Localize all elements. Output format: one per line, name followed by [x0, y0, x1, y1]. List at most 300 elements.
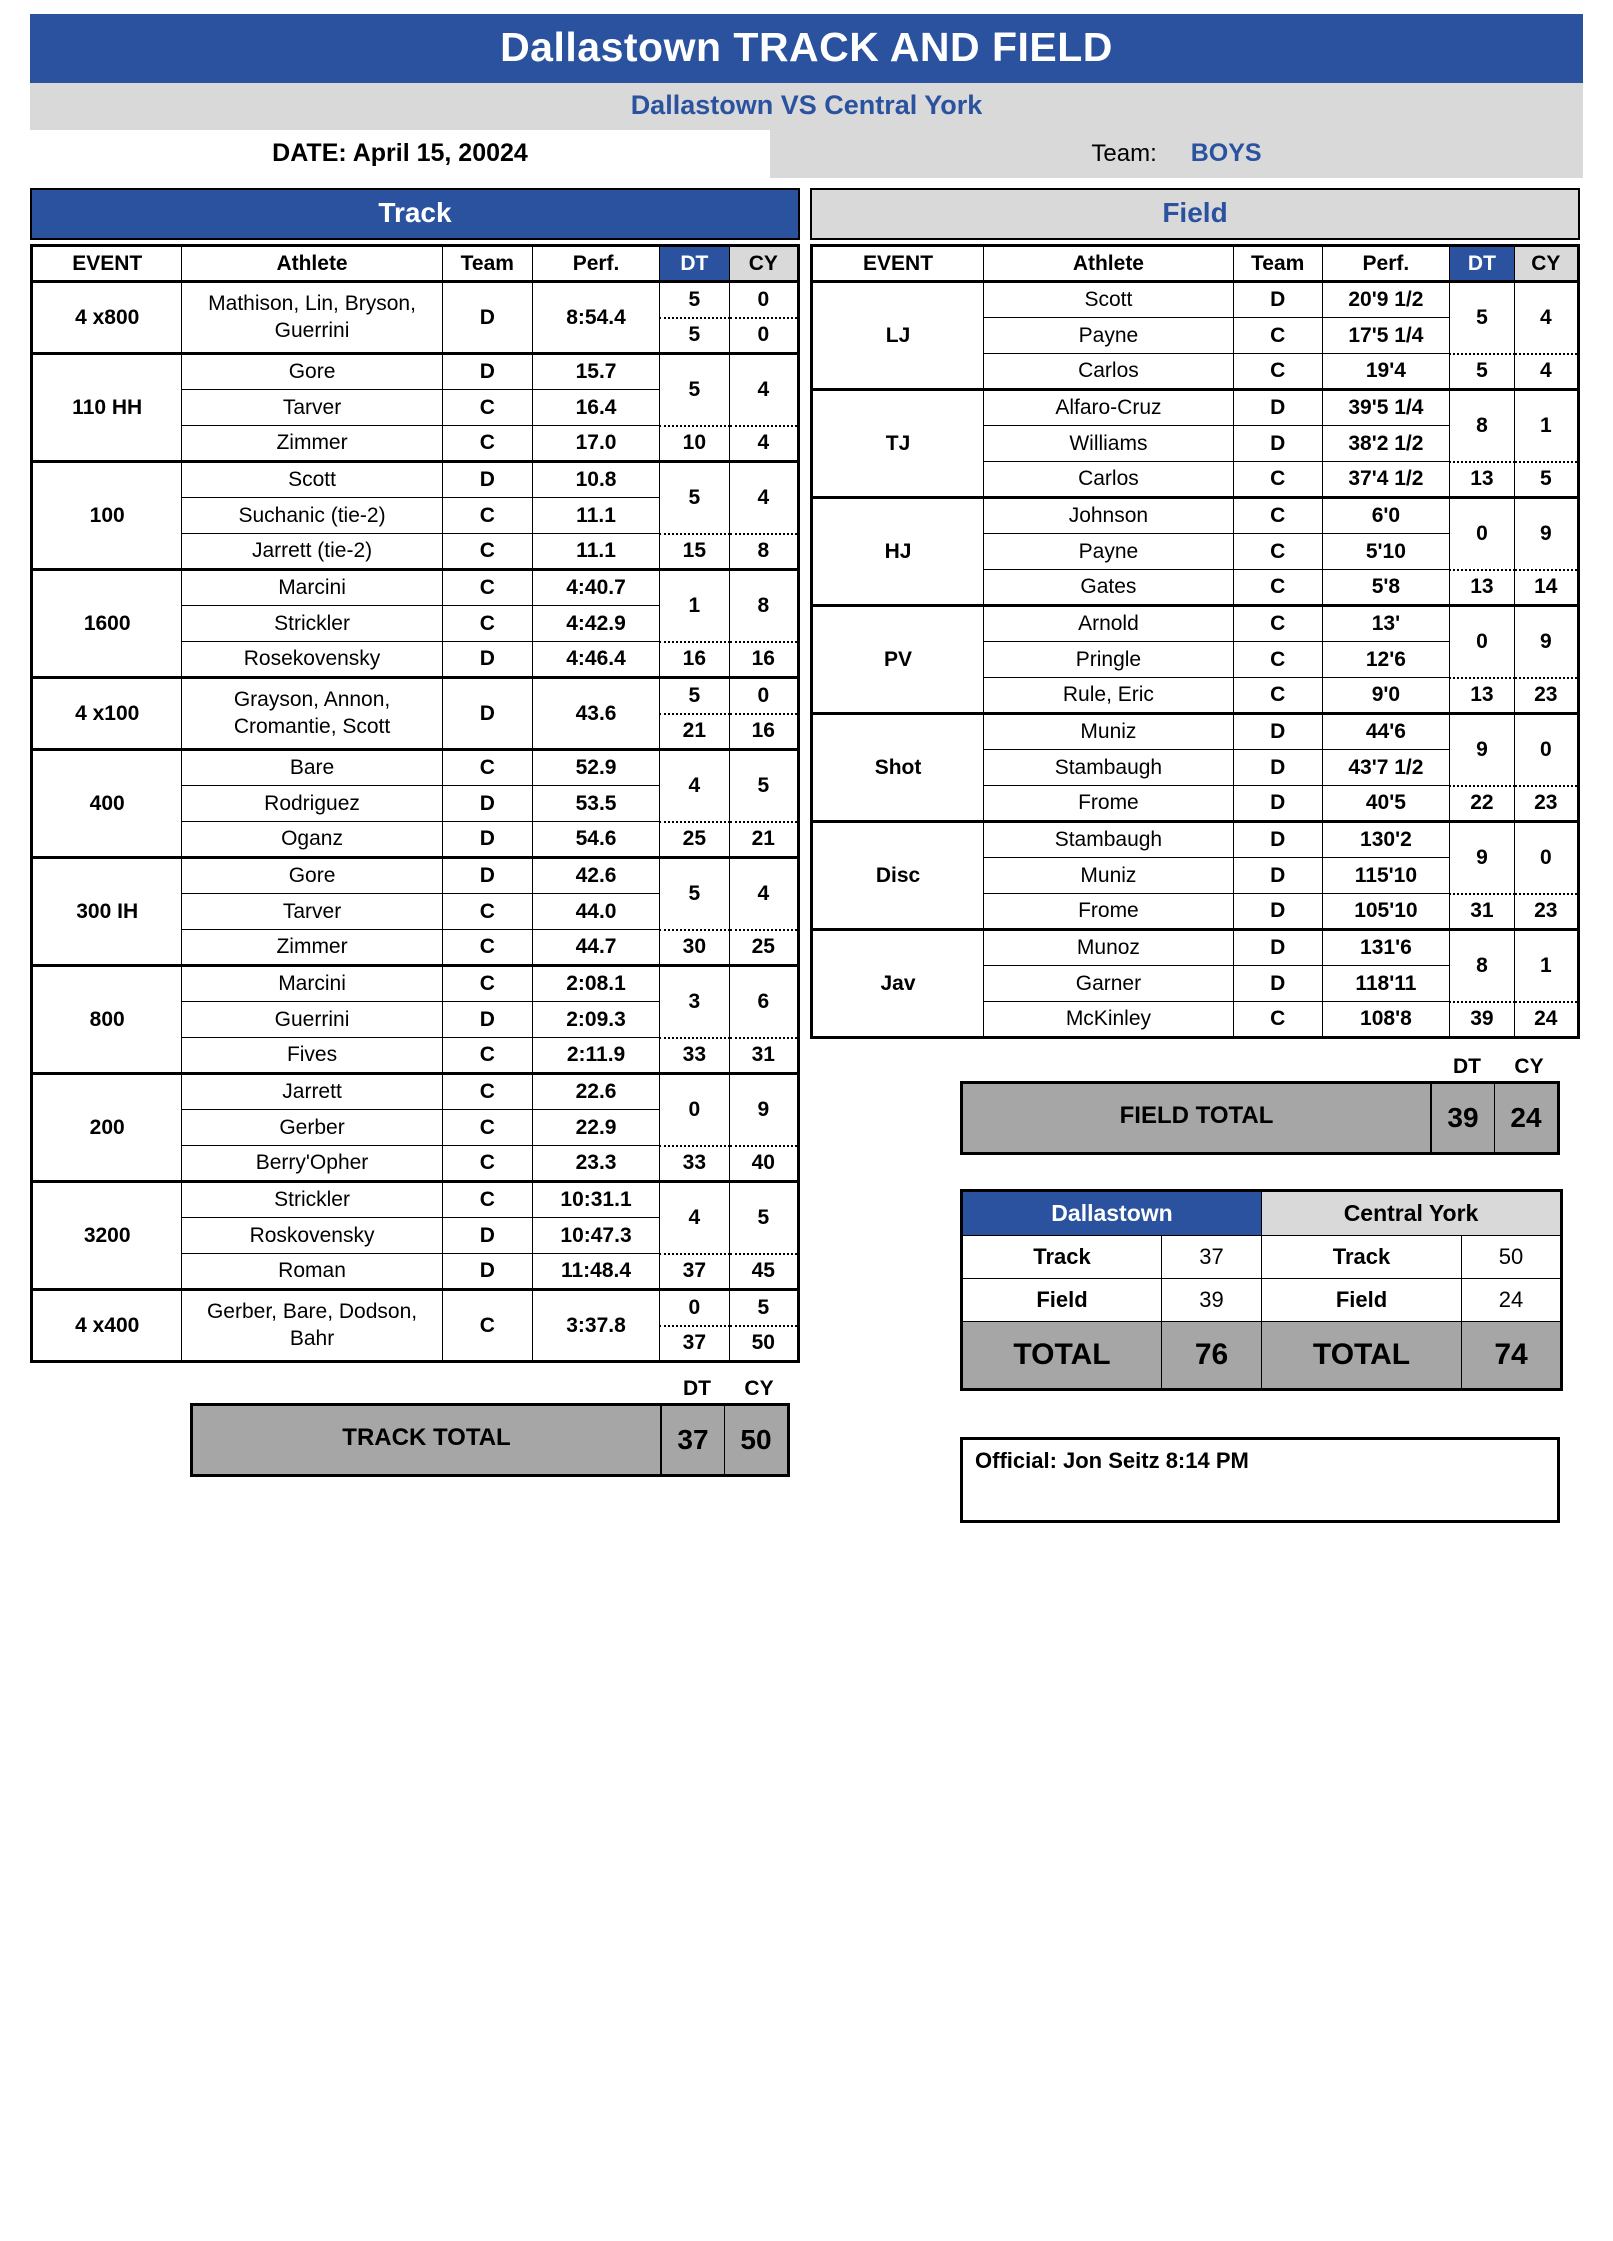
cy-running-total: 23 [1514, 786, 1578, 822]
performance: 130'2 [1322, 822, 1450, 858]
page-title: Dallastown TRACK AND FIELD [30, 14, 1583, 83]
event-name: 4 x800 [32, 282, 182, 354]
table-row [812, 714, 1579, 750]
team-code: D [442, 1254, 532, 1290]
cy-points: 1 [1514, 930, 1578, 1002]
performance: 11:48.4 [532, 1254, 659, 1290]
performance: 53.5 [532, 786, 659, 822]
athlete-name: Tarver [182, 390, 442, 426]
table-row [32, 750, 799, 786]
dt-running-total: 13 [1450, 678, 1514, 714]
team-code: D [1233, 750, 1322, 786]
team-code: C [1233, 498, 1322, 534]
athlete-name: Scott [984, 282, 1234, 318]
event-name: Shot [812, 714, 984, 822]
performance: 23.3 [532, 1146, 659, 1182]
event-name: PV [812, 606, 984, 714]
performance: 8:54.4 [532, 282, 659, 354]
dt-running-total: 25 [660, 822, 729, 858]
athlete-name: Gore [182, 858, 442, 894]
summary-home-track-value: 37 [1162, 1236, 1262, 1279]
summary-track-row [962, 1236, 1562, 1279]
field-total-cy: 24 [1510, 1102, 1542, 1133]
cy-running-total: 4 [1514, 354, 1578, 390]
cy-points: 9 [729, 1074, 798, 1146]
relay-members: Mathison, Lin, Bryson, Guerrini [182, 282, 442, 354]
results-columns [30, 188, 1583, 1523]
performance: 10:31.1 [532, 1182, 659, 1218]
col-dt: DT [1450, 246, 1514, 282]
cy-points: 5 [729, 750, 798, 822]
athlete-name: Jarrett [182, 1074, 442, 1110]
cy-points: 4 [1514, 282, 1578, 354]
team-code: D [442, 786, 532, 822]
team-code: C [442, 498, 532, 534]
performance: 12'6 [1322, 642, 1450, 678]
athlete-name: Payne [984, 534, 1234, 570]
team-code: C [442, 570, 532, 606]
performance: 44.7 [532, 930, 659, 966]
performance: 4:46.4 [532, 642, 659, 678]
track-total-cy-header: CY [744, 1377, 774, 1400]
team-code: C [1233, 462, 1322, 498]
athlete-name: Strickler [182, 606, 442, 642]
athlete-name: Muniz [984, 714, 1234, 750]
event-name: LJ [812, 282, 984, 390]
athlete-name: Gerber [182, 1110, 442, 1146]
field-column [810, 188, 1580, 1523]
matchup-subtitle: Dallastown VS Central York [30, 83, 1583, 130]
performance: 38'2 1/2 [1322, 426, 1450, 462]
col-dt: DT [660, 246, 729, 282]
athlete-name: Arnold [984, 606, 1234, 642]
event-name: TJ [812, 390, 984, 498]
dt-points: 5 [660, 858, 729, 930]
meta-row [30, 130, 1583, 178]
col-event: EVENT [812, 246, 984, 282]
col-perf: Perf. [1322, 246, 1450, 282]
event-name: 300 IH [32, 858, 182, 966]
dt-running-total: 37 [660, 1326, 729, 1362]
team-code: D [1233, 282, 1322, 318]
dt-running-total: 21 [660, 714, 729, 750]
field-total-bar [960, 1081, 1560, 1155]
team-code: C [442, 750, 532, 786]
summary-home-field-label: Field [962, 1279, 1162, 1322]
field-total-dt-header: DT [1453, 1055, 1481, 1078]
team-code: C [442, 390, 532, 426]
event-name: 4 x400 [32, 1290, 182, 1362]
dt-points: 5 [660, 462, 729, 534]
cy-running-total: 8 [729, 534, 798, 570]
cy-running-total: 23 [1514, 678, 1578, 714]
table-row [812, 390, 1579, 426]
athlete-name: Scott [182, 462, 442, 498]
dt-points: 9 [1450, 822, 1514, 894]
cy-points: 9 [1514, 498, 1578, 570]
dt-points: 9 [1450, 714, 1514, 786]
athlete-name: Berry'Opher [182, 1146, 442, 1182]
team-code: D [1233, 858, 1322, 894]
performance: 3:37.8 [532, 1290, 659, 1362]
performance: 2:08.1 [532, 966, 659, 1002]
table-row [32, 966, 799, 1002]
team-code: C [1233, 642, 1322, 678]
athlete-name: Gore [182, 354, 442, 390]
table-row [32, 858, 799, 894]
team-code: C [442, 606, 532, 642]
team-code: C [1233, 606, 1322, 642]
performance: 11.1 [532, 534, 659, 570]
performance: 44.0 [532, 894, 659, 930]
track-total-dt: 37 [662, 1406, 725, 1474]
performance: 13' [1322, 606, 1450, 642]
team-code: C [442, 426, 532, 462]
col-athlete: Athlete [984, 246, 1234, 282]
cy-running-total: 14 [1514, 570, 1578, 606]
dt-running-total: 5 [660, 318, 729, 354]
dt-points: 4 [660, 1182, 729, 1254]
dt-points: 1 [660, 570, 729, 642]
team-code: D [1233, 822, 1322, 858]
field-total-cy-header: CY [1514, 1055, 1544, 1078]
athlete-name: Rodriguez [182, 786, 442, 822]
dt-running-total: 30 [660, 930, 729, 966]
athlete-name: Pringle [984, 642, 1234, 678]
dt-points: 5 [660, 678, 729, 714]
team-code: C [442, 1290, 532, 1362]
athlete-name: Tarver [182, 894, 442, 930]
track-total-bar [190, 1403, 790, 1477]
athlete-name: Stambaugh [984, 750, 1234, 786]
athlete-name: Strickler [182, 1182, 442, 1218]
team-code: C [1233, 534, 1322, 570]
performance: 2:11.9 [532, 1038, 659, 1074]
col-event: EVENT [32, 246, 182, 282]
table-row [812, 282, 1579, 318]
athlete-name: Muniz [984, 858, 1234, 894]
dt-running-total: 33 [660, 1146, 729, 1182]
athlete-name: Gates [984, 570, 1234, 606]
event-name: 800 [32, 966, 182, 1074]
event-name: 400 [32, 750, 182, 858]
track-total-label: TRACK TOTAL [193, 1406, 662, 1474]
athlete-name: Bare [182, 750, 442, 786]
cy-points: 9 [1514, 606, 1578, 678]
team-label: Team: [1091, 139, 1157, 167]
cy-points: 0 [729, 678, 798, 714]
team-code: D [1233, 390, 1322, 426]
dt-points: 5 [1450, 282, 1514, 354]
cy-points: 6 [729, 966, 798, 1038]
performance: 22.9 [532, 1110, 659, 1146]
team-code: D [442, 462, 532, 498]
col-team: Team [1233, 246, 1322, 282]
cy-running-total: 5 [1514, 462, 1578, 498]
performance: 16.4 [532, 390, 659, 426]
event-name: 100 [32, 462, 182, 570]
cy-points: 8 [729, 570, 798, 642]
athlete-name: Rule, Eric [984, 678, 1234, 714]
field-section-header: Field [810, 188, 1580, 240]
summary-away-total-value: 74 [1462, 1322, 1562, 1390]
dt-points: 4 [660, 750, 729, 822]
dt-points: 0 [660, 1074, 729, 1146]
track-total-headers [190, 1377, 790, 1403]
event-name: 1600 [32, 570, 182, 678]
dt-running-total: 16 [660, 642, 729, 678]
performance: 17.0 [532, 426, 659, 462]
athlete-name: Johnson [984, 498, 1234, 534]
summary-home-track-label: Track [962, 1236, 1162, 1279]
track-total-block [190, 1377, 790, 1477]
athlete-name: Jarrett (tie-2) [182, 534, 442, 570]
team-code: C [442, 1074, 532, 1110]
performance: 22.6 [532, 1074, 659, 1110]
col-cy: CY [1514, 246, 1578, 282]
performance: 19'4 [1322, 354, 1450, 390]
dt-running-total: 31 [1450, 894, 1514, 930]
dt-points: 3 [660, 966, 729, 1038]
team-value: BOYS [1190, 139, 1262, 167]
performance: 5'10 [1322, 534, 1450, 570]
col-perf: Perf. [532, 246, 659, 282]
team-code: C [442, 1182, 532, 1218]
performance: 4:40.7 [532, 570, 659, 606]
dt-running-total: 13 [1450, 462, 1514, 498]
event-name: 110 HH [32, 354, 182, 462]
team-code: D [442, 822, 532, 858]
dt-running-total: 15 [660, 534, 729, 570]
summary-home-total-label: TOTAL [962, 1322, 1162, 1390]
dt-points: 5 [660, 282, 729, 318]
summary-header-row [962, 1191, 1562, 1236]
performance: 43'7 1/2 [1322, 750, 1450, 786]
team-code: D [442, 642, 532, 678]
team-code: C [1233, 318, 1322, 354]
team-code: D [442, 678, 532, 750]
field-header-row [812, 246, 1579, 282]
summary-away-team: Central York [1262, 1191, 1562, 1236]
performance: 52.9 [532, 750, 659, 786]
performance: 39'5 1/4 [1322, 390, 1450, 426]
relay-members: Grayson, Annon, Cromantie, Scott [182, 678, 442, 750]
athlete-name: Rosekovensky [182, 642, 442, 678]
cy-points: 4 [729, 462, 798, 534]
athlete-name: Frome [984, 786, 1234, 822]
performance: 20'9 1/2 [1322, 282, 1450, 318]
athlete-name: Suchanic (tie-2) [182, 498, 442, 534]
table-row [32, 1182, 799, 1218]
team-code: C [442, 534, 532, 570]
cy-running-total: 50 [729, 1326, 798, 1362]
performance: 54.6 [532, 822, 659, 858]
athlete-name: Payne [984, 318, 1234, 354]
cy-points: 5 [729, 1182, 798, 1254]
event-name: 200 [32, 1074, 182, 1182]
event-name: HJ [812, 498, 984, 606]
performance: 10:47.3 [532, 1218, 659, 1254]
team-code: C [442, 894, 532, 930]
cy-running-total: 23 [1514, 894, 1578, 930]
meet-summary-table [960, 1189, 1563, 1391]
event-name: 3200 [32, 1182, 182, 1290]
table-row [812, 498, 1579, 534]
field-total-block [960, 1055, 1560, 1155]
official-note: Official: Jon Seitz 8:14 PM [960, 1437, 1560, 1523]
track-results-table [30, 244, 800, 1363]
cy-points: 5 [729, 1290, 798, 1326]
event-name: 4 x100 [32, 678, 182, 750]
track-header-row [32, 246, 799, 282]
cy-running-total: 24 [1514, 1002, 1578, 1038]
field-total-label: FIELD TOTAL [963, 1084, 1432, 1152]
cy-running-total: 45 [729, 1254, 798, 1290]
table-row [32, 1074, 799, 1110]
athlete-name: Marcini [182, 966, 442, 1002]
performance: 5'8 [1322, 570, 1450, 606]
performance: 118'11 [1322, 966, 1450, 1002]
dt-points: 5 [660, 354, 729, 426]
dt-points: 0 [1450, 498, 1514, 570]
athlete-name: Marcini [182, 570, 442, 606]
team-code: C [1233, 1002, 1322, 1038]
team-code: D [1233, 714, 1322, 750]
team-code: C [442, 930, 532, 966]
team-code: D [1233, 966, 1322, 1002]
dt-running-total: 13 [1450, 570, 1514, 606]
athlete-name: Zimmer [182, 930, 442, 966]
event-name: Disc [812, 822, 984, 930]
cy-points: 0 [729, 282, 798, 318]
dt-running-total: 5 [1450, 354, 1514, 390]
table-row [812, 822, 1579, 858]
event-name: Jav [812, 930, 984, 1038]
athlete-name: Frome [984, 894, 1234, 930]
athlete-name: Stambaugh [984, 822, 1234, 858]
summary-field-row [962, 1279, 1562, 1322]
team-code: D [1233, 786, 1322, 822]
athlete-name: Oganz [182, 822, 442, 858]
team-code: C [442, 966, 532, 1002]
team-code: C [442, 1110, 532, 1146]
performance: 15.7 [532, 354, 659, 390]
cy-points: 0 [1514, 822, 1578, 894]
table-row [32, 354, 799, 390]
athlete-name: Williams [984, 426, 1234, 462]
performance: 10.8 [532, 462, 659, 498]
performance: 42.6 [532, 858, 659, 894]
summary-away-total-label: TOTAL [1262, 1322, 1462, 1390]
cy-points: 4 [729, 858, 798, 930]
athlete-name: Fives [182, 1038, 442, 1074]
team-code: D [442, 858, 532, 894]
summary-home-total-value: 76 [1162, 1322, 1262, 1390]
cy-points: 0 [1514, 714, 1578, 786]
col-athlete: Athlete [182, 246, 442, 282]
dt-points: 8 [1450, 390, 1514, 462]
dt-running-total: 39 [1450, 1002, 1514, 1038]
dt-running-total: 37 [660, 1254, 729, 1290]
team-code: D [442, 354, 532, 390]
table-row [812, 930, 1579, 966]
team-code: D [442, 1218, 532, 1254]
team-code: D [442, 282, 532, 354]
athlete-name: Roman [182, 1254, 442, 1290]
track-total-cy: 50 [740, 1424, 772, 1455]
cy-running-total: 31 [729, 1038, 798, 1074]
performance: 108'8 [1322, 1002, 1450, 1038]
team-code: D [1233, 894, 1322, 930]
athlete-name: Munoz [984, 930, 1234, 966]
team-code: D [1233, 930, 1322, 966]
performance: 11.1 [532, 498, 659, 534]
meet-date: DATE: April 15, 20024 [272, 139, 528, 167]
athlete-name: Guerrini [182, 1002, 442, 1038]
dt-running-total: 33 [660, 1038, 729, 1074]
field-total-headers [960, 1055, 1560, 1081]
track-column [30, 188, 800, 1477]
team-code: C [442, 1146, 532, 1182]
table-row [32, 570, 799, 606]
performance: 6'0 [1322, 498, 1450, 534]
col-cy: CY [729, 246, 798, 282]
table-row [812, 606, 1579, 642]
performance: 2:09.3 [532, 1002, 659, 1038]
performance: 4:42.9 [532, 606, 659, 642]
performance: 44'6 [1322, 714, 1450, 750]
track-section-header: Track [30, 188, 800, 240]
field-total-dt: 39 [1432, 1084, 1495, 1152]
field-results-table [810, 244, 1580, 1039]
summary-away-track-value: 50 [1462, 1236, 1562, 1279]
track-total-dt-header: DT [683, 1377, 711, 1400]
dt-points: 0 [1450, 606, 1514, 678]
cy-running-total: 16 [729, 714, 798, 750]
relay-members: Gerber, Bare, Dodson, Bahr [182, 1290, 442, 1362]
table-row [32, 462, 799, 498]
athlete-name: Carlos [984, 354, 1234, 390]
athlete-name: Roskovensky [182, 1218, 442, 1254]
team-code: D [442, 1002, 532, 1038]
team-field [770, 130, 1583, 178]
cy-points: 1 [1514, 390, 1578, 462]
cy-running-total: 25 [729, 930, 798, 966]
performance: 43.6 [532, 678, 659, 750]
summary-total-row [962, 1322, 1562, 1390]
athlete-name: Carlos [984, 462, 1234, 498]
team-code: D [1233, 426, 1322, 462]
performance: 17'5 1/4 [1322, 318, 1450, 354]
athlete-name: Zimmer [182, 426, 442, 462]
summary-away-field-label: Field [1262, 1279, 1462, 1322]
dt-running-total: 22 [1450, 786, 1514, 822]
dt-points: 8 [1450, 930, 1514, 1002]
performance: 115'10 [1322, 858, 1450, 894]
team-code: C [442, 1038, 532, 1074]
summary-home-field-value: 39 [1162, 1279, 1262, 1322]
athlete-name: McKinley [984, 1002, 1234, 1038]
performance: 105'10 [1322, 894, 1450, 930]
performance: 37'4 1/2 [1322, 462, 1450, 498]
summary-away-field-value: 24 [1462, 1279, 1562, 1322]
col-team: Team [442, 246, 532, 282]
dt-running-total: 10 [660, 426, 729, 462]
team-code: C [1233, 678, 1322, 714]
performance: 40'5 [1322, 786, 1450, 822]
athlete-name: Garner [984, 966, 1234, 1002]
cy-points: 4 [729, 354, 798, 426]
